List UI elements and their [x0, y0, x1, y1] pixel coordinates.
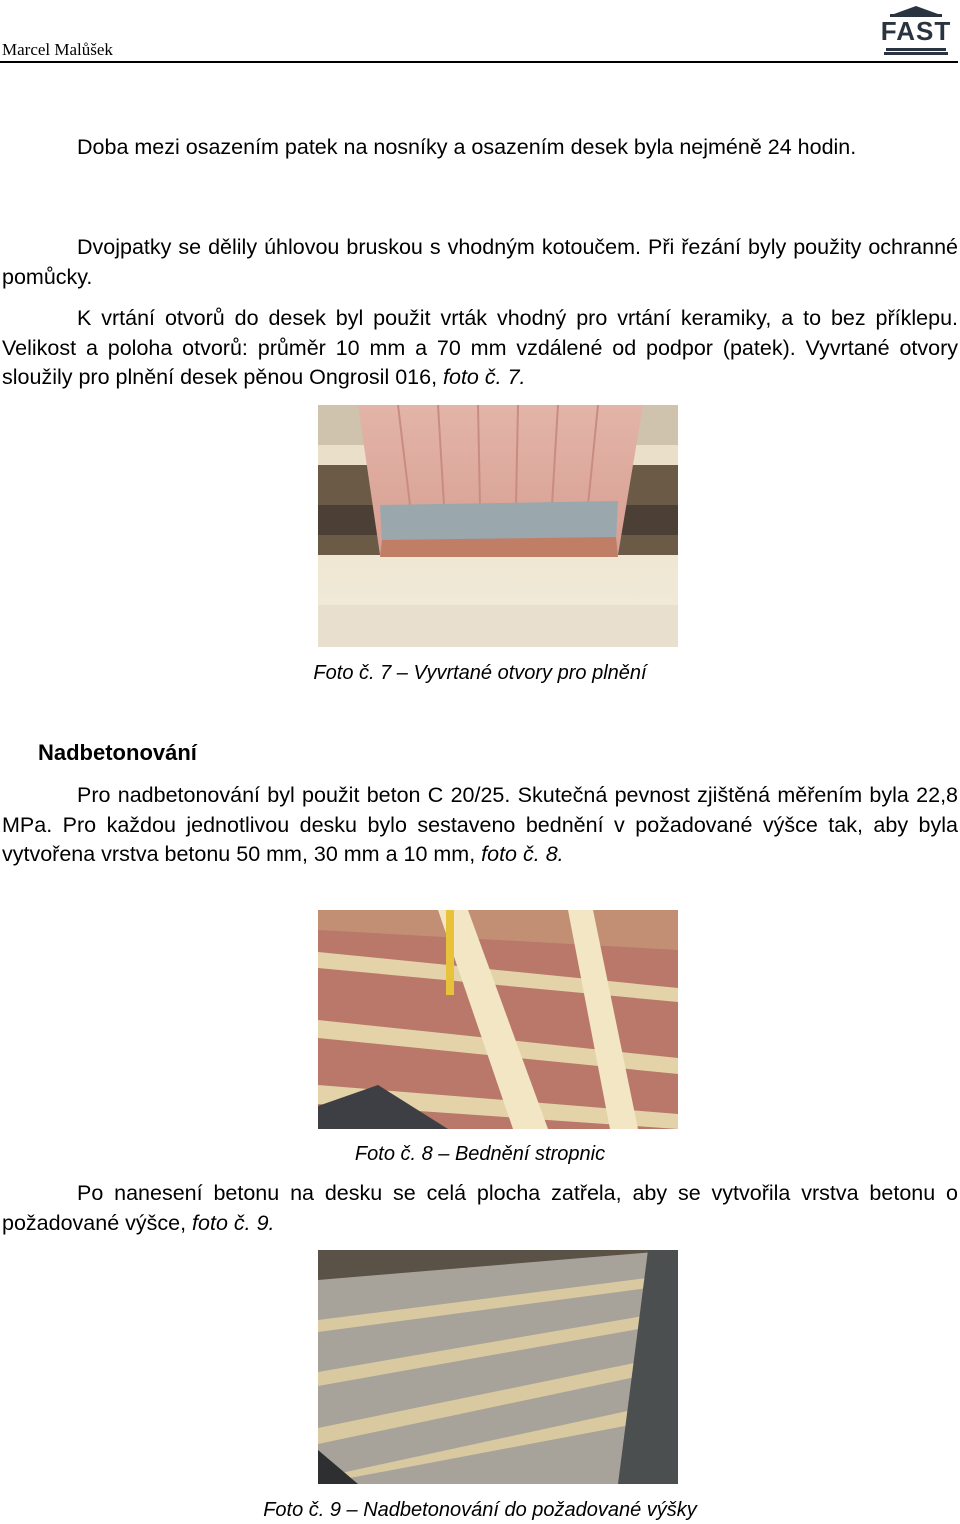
- header-author: Marcel Malůšek: [2, 40, 113, 59]
- fast-logo: [880, 4, 952, 58]
- paragraph-5: [2, 1179, 958, 1238]
- section-heading: Nadbetonování: [38, 740, 197, 765]
- logo-text: FAST: [880, 16, 952, 46]
- photo-7-image: [318, 405, 678, 647]
- photo-8-image: [318, 910, 678, 1129]
- paragraph-1-text: Doba mezi osazením patek na nosníky a osazením desek byla nejméně 24 hodin.: [77, 135, 857, 159]
- paragraph-3: [2, 304, 958, 393]
- paragraph-5-text: Po nanesení betonu na desku se celá plocha zatřela, aby se vytvořila vrstva betonu o požadované výšce,: [2, 1181, 958, 1235]
- paragraph-3-text: K vrtání otvorů do desek byl použit vrták vhodný pro vrtání keramiky, a to bez příklepu. Velikost a poloha otvorů: průměr 10 mm a 70 mm vzdálené od podpor (patek). Vyvrtané otvory sloužily pro plnění desek pěnou Ongrosil 016,: [2, 306, 958, 389]
- photo-9-image: [318, 1250, 678, 1484]
- photo-9-caption: Foto č. 9 – Nadbetonování do požadované výšky: [263, 1499, 697, 1521]
- paragraph-1: [2, 133, 958, 163]
- header-divider: [0, 61, 958, 63]
- photo-8-reference: foto č. 8.: [481, 842, 564, 866]
- photo-7-caption: Foto č. 7 – Vyvrtané otvory pro plnění: [313, 662, 647, 684]
- photo-7-reference: foto č. 7.: [443, 365, 526, 389]
- paragraph-2-text: Dvojpatky se dělily úhlovou bruskou s vhodným kotoučem. Při řezání byly použity ochranné pomůcky.: [2, 235, 958, 289]
- paragraph-2: [2, 233, 958, 292]
- photo-9-reference: foto č. 9.: [192, 1210, 275, 1235]
- paragraph-4: [2, 781, 958, 870]
- photo-8-caption: Foto č. 8 – Bednění stropnic: [354, 1143, 606, 1165]
- paragraph-4-text: Pro nadbetonování byl použit beton C 20/25. Skutečná pevnost zjištěná měřením byla 22,8 MPa. Pro každou jednotlivou desku bylo sestaveno bednění v požadované výšce tak, aby byla vytvořena vrstva betonu 50 mm, 30 mm a 10 mm,: [2, 783, 958, 866]
